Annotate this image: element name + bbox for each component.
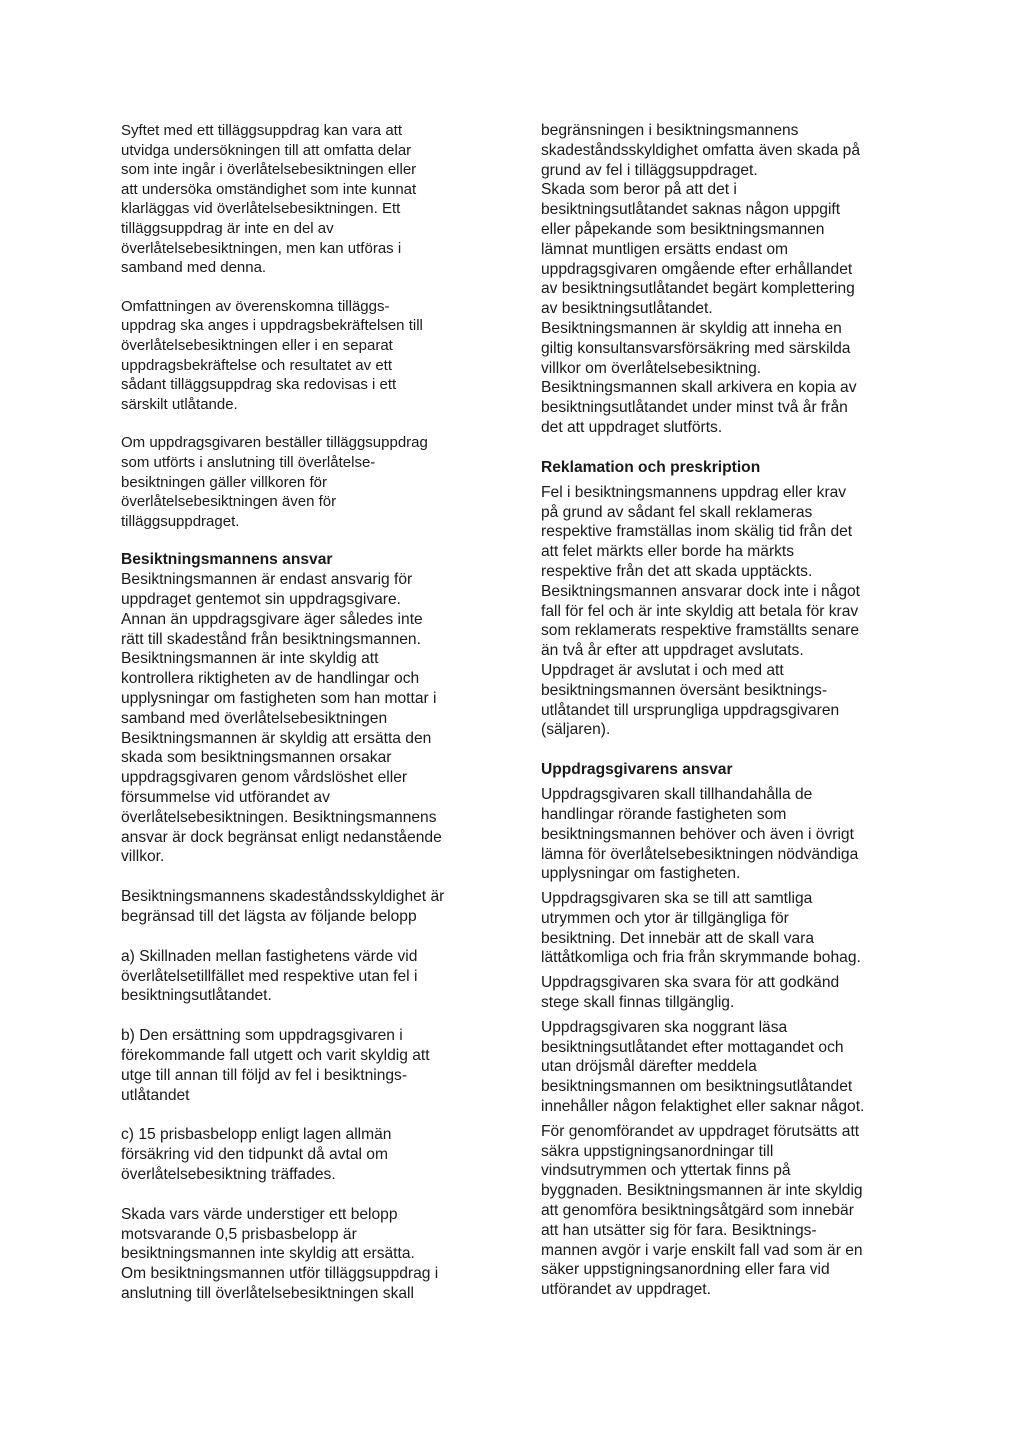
limit-item-c: c) 15 prisbasbelopp enligt lagen allmän försäkring vid den tidpunkt då avtal om överlåtelsebesiktning träffades.: [121, 1126, 392, 1183]
utrymmen-paragraph: Uppdragsgivaren ska se till att samtliga utrymmen och ytor är tillgängliga för besiktning. Det innebär att de skall vara lättåtkomliga och fria från skrymmande bohag.: [541, 890, 861, 967]
right-column: [541, 121, 903, 1300]
begransning-paragraph: begränsningen i besiktningsmannens skadeståndsskyldighet omfatta även skada på grund av fel i tilläggsuppdraget. Skada som beror på att det i besiktningsutlåtandet saknas någon uppgift eller påpekande som besiktningsmannen lämnat muntligen ersätts endast om uppdragsgivaren omgående efter erhållandet av besiktningsutlåtandet begärt komplettering av besiktningsutlåtandet. Besiktningsmannen är skyldig att inneha en giltig konsultansvarsförsäkring med särskilda villkor om överlåtelsebesiktning. Besiktningsmannen skall arkivera en kopia av besiktningsutlåtandet under minst två år från det att uppdraget slutförts.: [541, 122, 861, 436]
tillaggsuppdrag-scope-paragraph: Omfattningen av överenskomna tilläggs- uppdrag ska anges i uppdragsbekräftelsen till överlåtelsebesiktningen eller i en separat uppdragsbekräftelse och resultatet av ett sådant tilläggsuppdrag ska redovisas i ett särskilt utlåtande.: [121, 297, 423, 413]
stege-paragraph: Uppdragsgivaren ska svara för att godkänd stege skall finnas tillgänglig.: [541, 974, 840, 1012]
uppstigning-paragraph: För genomförandet av uppdraget förutsätts att säkra uppstigningsanordningar till vindsutrymmen och yttertak finns på byggnaden. Besiktningsmannen är inte skyldig att genomföra besiktningsåtgärd som innebär att han utsätter sig för fara. Besiktnings- mannen avgör i varje enskilt fall vad som är en säker uppstigningsanordning eller fara vid utförandet av uppdraget.: [541, 1122, 863, 1299]
tillaggsuppdrag-terms-paragraph: Om uppdragsgivaren beställer tilläggsuppdrag som utförts i anslutning till överlåtelse- besiktningen gäller villkoren för överlåtelsebesiktningen även för tilläggsuppdraget.: [121, 434, 428, 530]
minimum-damage-paragraph: Skada vars värde understiger ett belopp motsvarande 0,5 prisbasbelopp är besiktningsmannen inte skyldig att ersätta. Om besiktningsmannen utför tilläggsuppdrag i anslutning till överlåtelsebesiktningen skall: [121, 1205, 439, 1302]
handlingar-paragraph: Uppdragsgivaren skall tillhandahålla de handlingar rörande fastigheten som besiktningsmannen behöver och även i övrigt lämna för överlåtelsebesiktningen nödvändiga upplysningar om fastigheten.: [541, 786, 859, 883]
skadestandsskyldighet-paragraph: Besiktningsmannens skadeståndsskyldighet är begränsad till det lägsta av följande belopp: [121, 888, 445, 926]
limit-item-a: a) Skillnaden mellan fastighetens värde vid överlåtelsetillfället med respektive utan fel i besiktningsutlåtandet.: [121, 947, 418, 1005]
limit-item-b: b) Den ersättning som uppdragsgivaren i förekommande fall utgett och varit skyldig att utge till annan till följd av fel i besiktnings- utlåtandet: [121, 1027, 430, 1104]
section-heading-uppdragsgivarens-ansvar: Uppdragsgivarens ansvar: [541, 761, 733, 779]
section-heading-reklamation: Reklamation och preskription: [541, 458, 761, 476]
lasa-utlatande-paragraph: Uppdragsgivaren ska noggrant läsa besiktningsutlåtandet efter mottagandet och utan dröjsmål därefter meddela besiktningsmannen om besiktningsutlåtandet innehåller någon felaktighet eller saknar något.: [541, 1018, 865, 1116]
reklamation-paragraph: Fel i besiktningsmannens uppdrag eller krav på grund av sådant fel skall reklameras respektive framställas inom skälig tid från det att felet märkts eller borde ha märkts respektive från det att skada upptäckts. Besiktningsmannen ansvarar dock inte i något fall för fel och är inte skyldig att betala för krav som reklamerats respektive framställts senare än två år efter att uppdraget avslutats. Uppdraget är avslutat i och med att besiktningsmannen översänt besiktnings- utlåtandet till ursprungliga uppdragsgivaren (säljaren).: [541, 483, 860, 739]
besiktningsmannens-ansvar-paragraph: Besiktningsmannen är endast ansvarig för uppdraget gentemot sin uppdragsgivare. Annan än uppdragsgivare äger således inte rätt till skadestånd från besiktningsmannen. Besiktningsmannen är inte skyldig att kontrollera riktigheten av de handlingar och upplysningar om fastigheten som han mottar i samband med överlåtelsebesiktningen Besiktningsmannen är skyldig att ersätta den skada som besiktningsmannen orsakar uppdragsgivaren genom vårdslöshet eller försummelse vid utförandet av överlåtelsebesiktningen. Besiktningsmannens ansvar är dock begränsat enligt nedanstående villkor.: [121, 571, 442, 866]
section-heading-besiktningsmannens-ansvar: Besiktningsmannens ansvar: [121, 551, 333, 569]
tillaggsuppdrag-purpose-paragraph: Syftet med ett tilläggsuppdrag kan vara att utvidga undersökningen till att omfatta delar som inte ingår i överlåtelsebesiktningen eller att undersöka omständighet som inte kunnat klarläggas vid överlåtelsebesiktningen. Ett tilläggsuppdrag är inte en del av överlåtelsebesiktningen, men kan utföras i samband med denna.: [121, 122, 417, 277]
left-column: [121, 121, 483, 1304]
